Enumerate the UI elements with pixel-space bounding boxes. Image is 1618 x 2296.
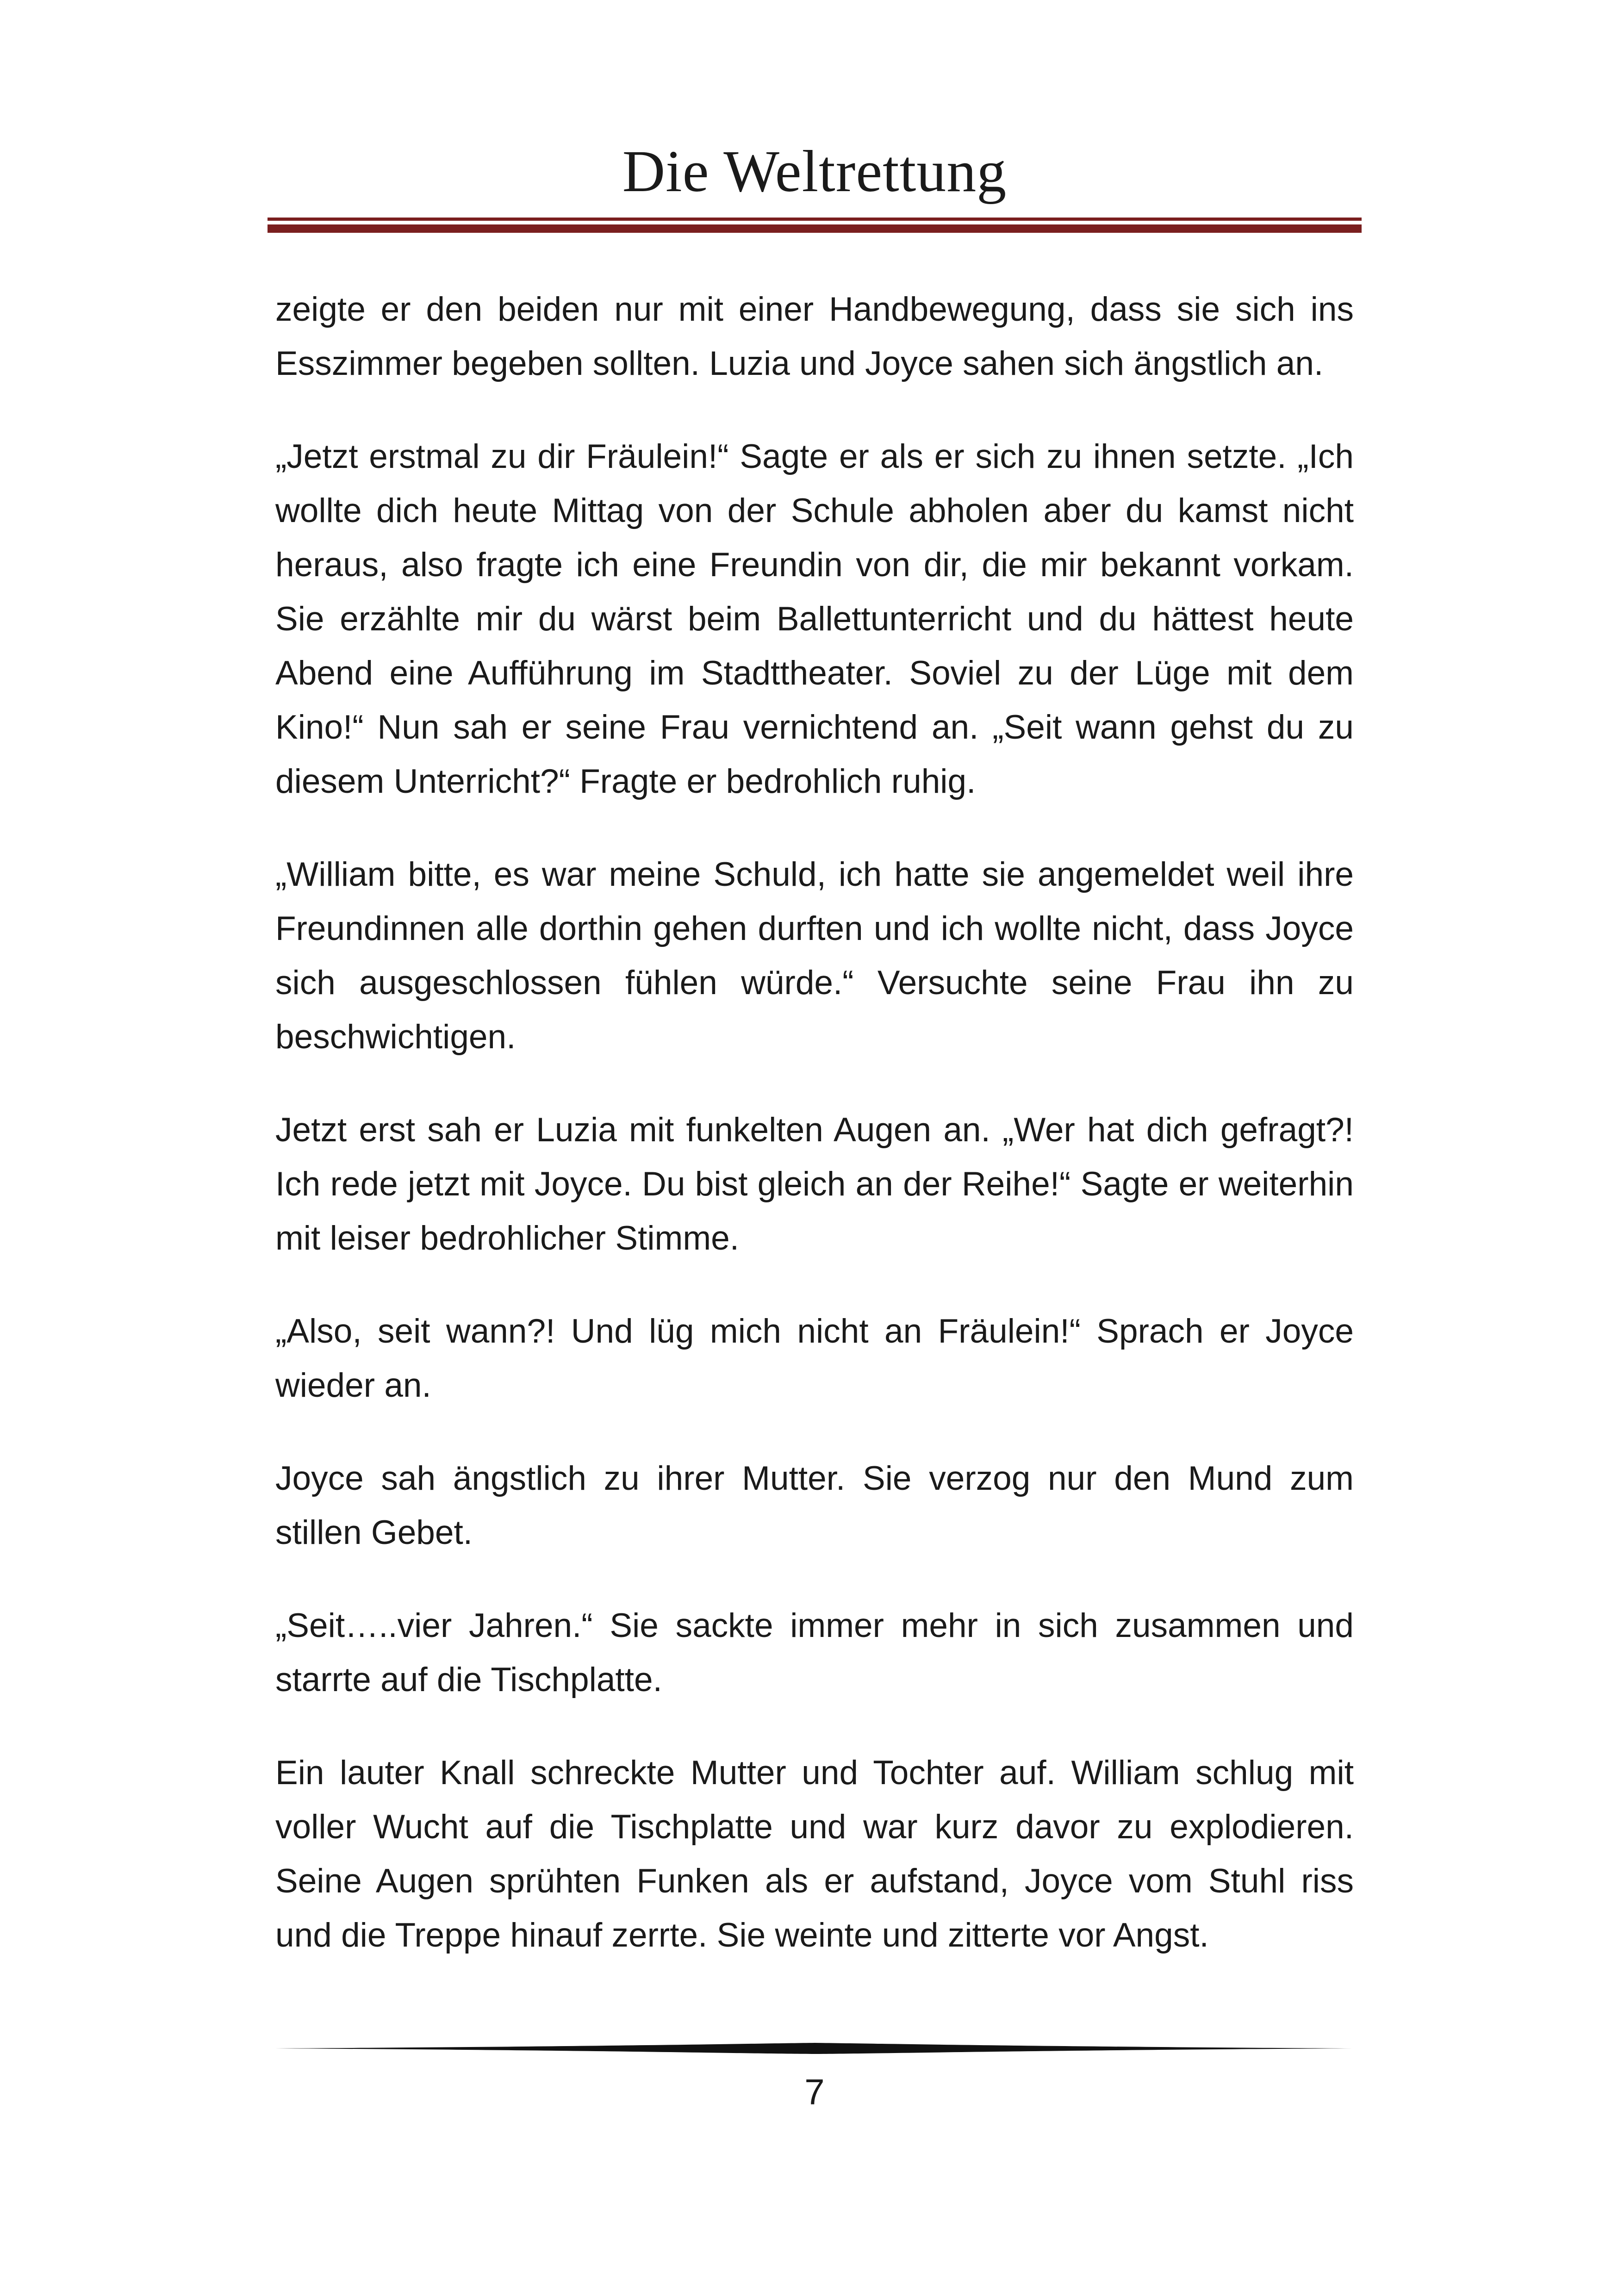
- paragraph: Ein lauter Knall schreckte Mutter und Tochter auf. William schlug mit voller Wucht auf die Tischplatte und war kurz davor zu explodieren. Seine Augen sprühten Funken als er aufstand, Joyce vom Stuhl riss und die Treppe hinauf zerrte. Sie weinte und zitterte vor Angst.: [275, 1754, 1354, 1954]
- paragraph: „Also, seit wann?! Und lüg mich nicht an Fräulein!“ Sprach er Joyce wieder an.: [275, 1313, 1354, 1404]
- page-title: Die Weltrettung: [622, 138, 1007, 204]
- paragraph: Joyce sah ängstlich zu ihrer Mutter. Sie verzog nur den Mund zum stillen Gebet.: [275, 1460, 1354, 1551]
- body-text: [275, 282, 1354, 2001]
- header-rule: [268, 218, 1362, 233]
- paragraph: Jetzt erst sah er Luzia mit funkelten Augen an. „Wer hat dich gefragt?! Ich rede jetzt mit Joyce. Du bist gleich an der Reihe!“ Sagte er weiterhin mit leiser bedrohlicher Stimme.: [275, 1111, 1354, 1257]
- header-rule-thin-line: [268, 218, 1362, 221]
- paragraph: „Jetzt erstmal zu dir Fräulein!“ Sagte er als er sich zu ihnen setzte. „Ich wollte dich heute Mittag von der Schule abholen aber du kamst nicht heraus, also fragte ich eine Freundin von dir, die mir bekannt vorkam. Sie erzählte mir du wärst beim Ballettunterricht und du hättest heute Abend eine Aufführung im Stadttheater. Soviel zu der Lüge mit dem Kino!“ Nun sah er seine Frau vernichtend an. „Seit wann gehst du zu diesem Unterricht?“ Fragte er bedrohlich ruhig.: [275, 438, 1354, 800]
- page-number: 7: [804, 2072, 825, 2112]
- paragraph: zeigte er den beiden nur mit einer Handbewegung, dass sie sich ins Esszimmer begeben sollten. Luzia und Joyce sahen sich ängstlich an.: [275, 291, 1354, 382]
- footer-rule: [275, 2041, 1354, 2056]
- header-rule-thick-line: [268, 224, 1362, 233]
- paragraph: „Seit…..vier Jahren.“ Sie sackte immer mehr in sich zusammen und starrte auf die Tischplatte.: [275, 1607, 1354, 1699]
- paragraph: „William bitte, es war meine Schuld, ich hatte sie angemeldet weil ihre Freundinnen alle dorthin gehen durften und ich wollte nicht, dass Joyce sich ausgeschlossen fühlen würde.“ Versuchte seine Frau ihn zu beschwichtigen.: [275, 856, 1354, 1056]
